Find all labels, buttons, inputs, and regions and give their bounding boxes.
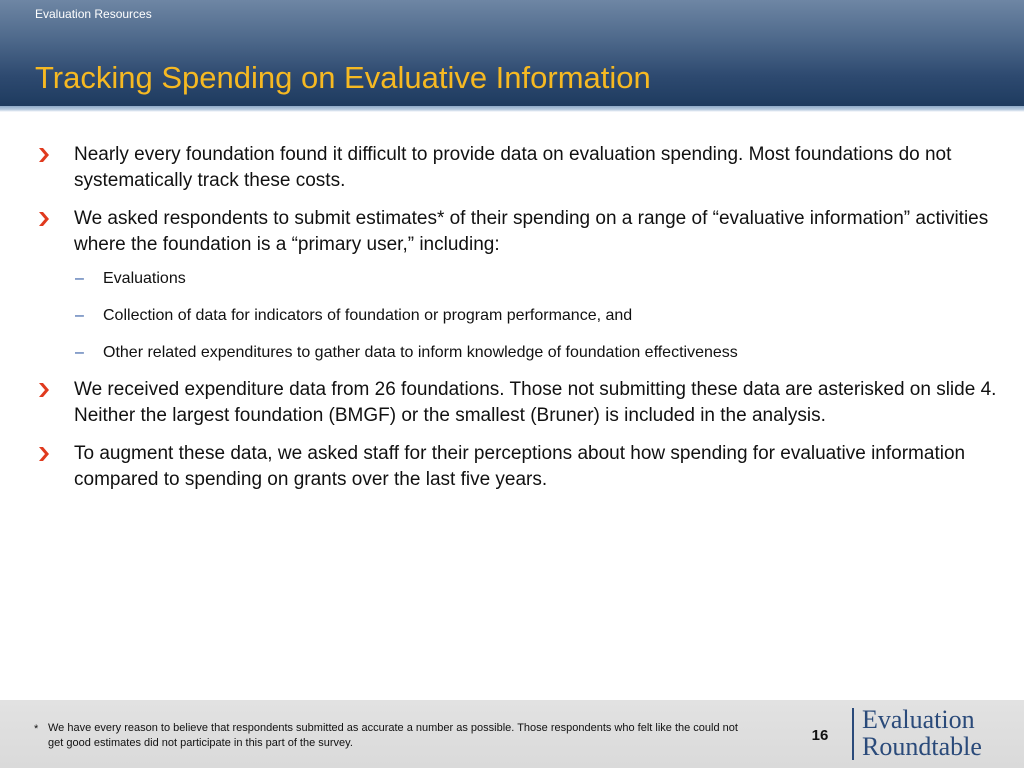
bullet-text: We asked respondents to submit estimates* of their spending on a range of “evaluative information” activities where the foundation is a “primary user,” including: xyxy=(74,208,989,255)
sub-bullet-list xyxy=(38,266,998,366)
chevron-right-icon xyxy=(38,211,50,227)
sub-bullet-item xyxy=(38,303,998,329)
sub-bullet-text: Other related expenditures to gather data to inform knowledge of foundation effectiveness xyxy=(103,344,738,361)
bullet-text: Nearly every foundation found it difficult to provide data on evaluation spending. Most foundations do not systematically track these costs. xyxy=(74,144,952,191)
dash-marker: – xyxy=(75,270,84,287)
footnote-marker: * xyxy=(34,723,39,735)
sub-bullet-text: Collection of data for indicators of foundation or program performance, and xyxy=(103,307,633,324)
bullet-text: We received expenditure data from 26 foundations. Those not submitting these data are asterisked on slide 4. Neither the largest foundation (BMGF) or the smallest (Bruner) is included in the analysis. xyxy=(74,379,997,426)
chevron-right-icon xyxy=(38,147,50,163)
evaluation-roundtable-logo xyxy=(862,706,982,760)
chevron-right-icon xyxy=(38,382,50,398)
sub-bullet-item xyxy=(38,340,998,366)
bullet-item xyxy=(38,441,998,493)
logo-divider xyxy=(852,708,854,760)
section-label: Evaluation Resources xyxy=(35,7,152,21)
page-number: 16 xyxy=(811,727,829,744)
sub-bullet-text: Evaluations xyxy=(103,270,186,287)
chevron-right-icon xyxy=(38,446,50,462)
bullet-list xyxy=(38,142,998,505)
sub-bullet-item xyxy=(38,266,998,292)
header-divider xyxy=(0,106,1024,112)
dash-marker: – xyxy=(75,344,84,361)
bullet-item xyxy=(38,206,998,258)
bullet-item xyxy=(38,377,998,429)
bullet-text: To augment these data, we asked staff for their perceptions about how spending for evaluative information compared to spending on grants over the last five years. xyxy=(74,443,966,490)
bullet-item xyxy=(38,142,998,194)
dash-marker: – xyxy=(75,307,84,324)
slide-title: Tracking Spending on Evaluative Information xyxy=(35,60,651,95)
header-bar xyxy=(0,0,1024,108)
logo-line-2: Roundtable xyxy=(862,732,982,761)
logo-line-1: Evaluation xyxy=(862,705,975,734)
footnote-text: We have every reason to believe that respondents submitted as accurate a number as possible. Those respondents who felt like the could not get good estimates did not participate in this part of the survey. xyxy=(48,722,738,749)
